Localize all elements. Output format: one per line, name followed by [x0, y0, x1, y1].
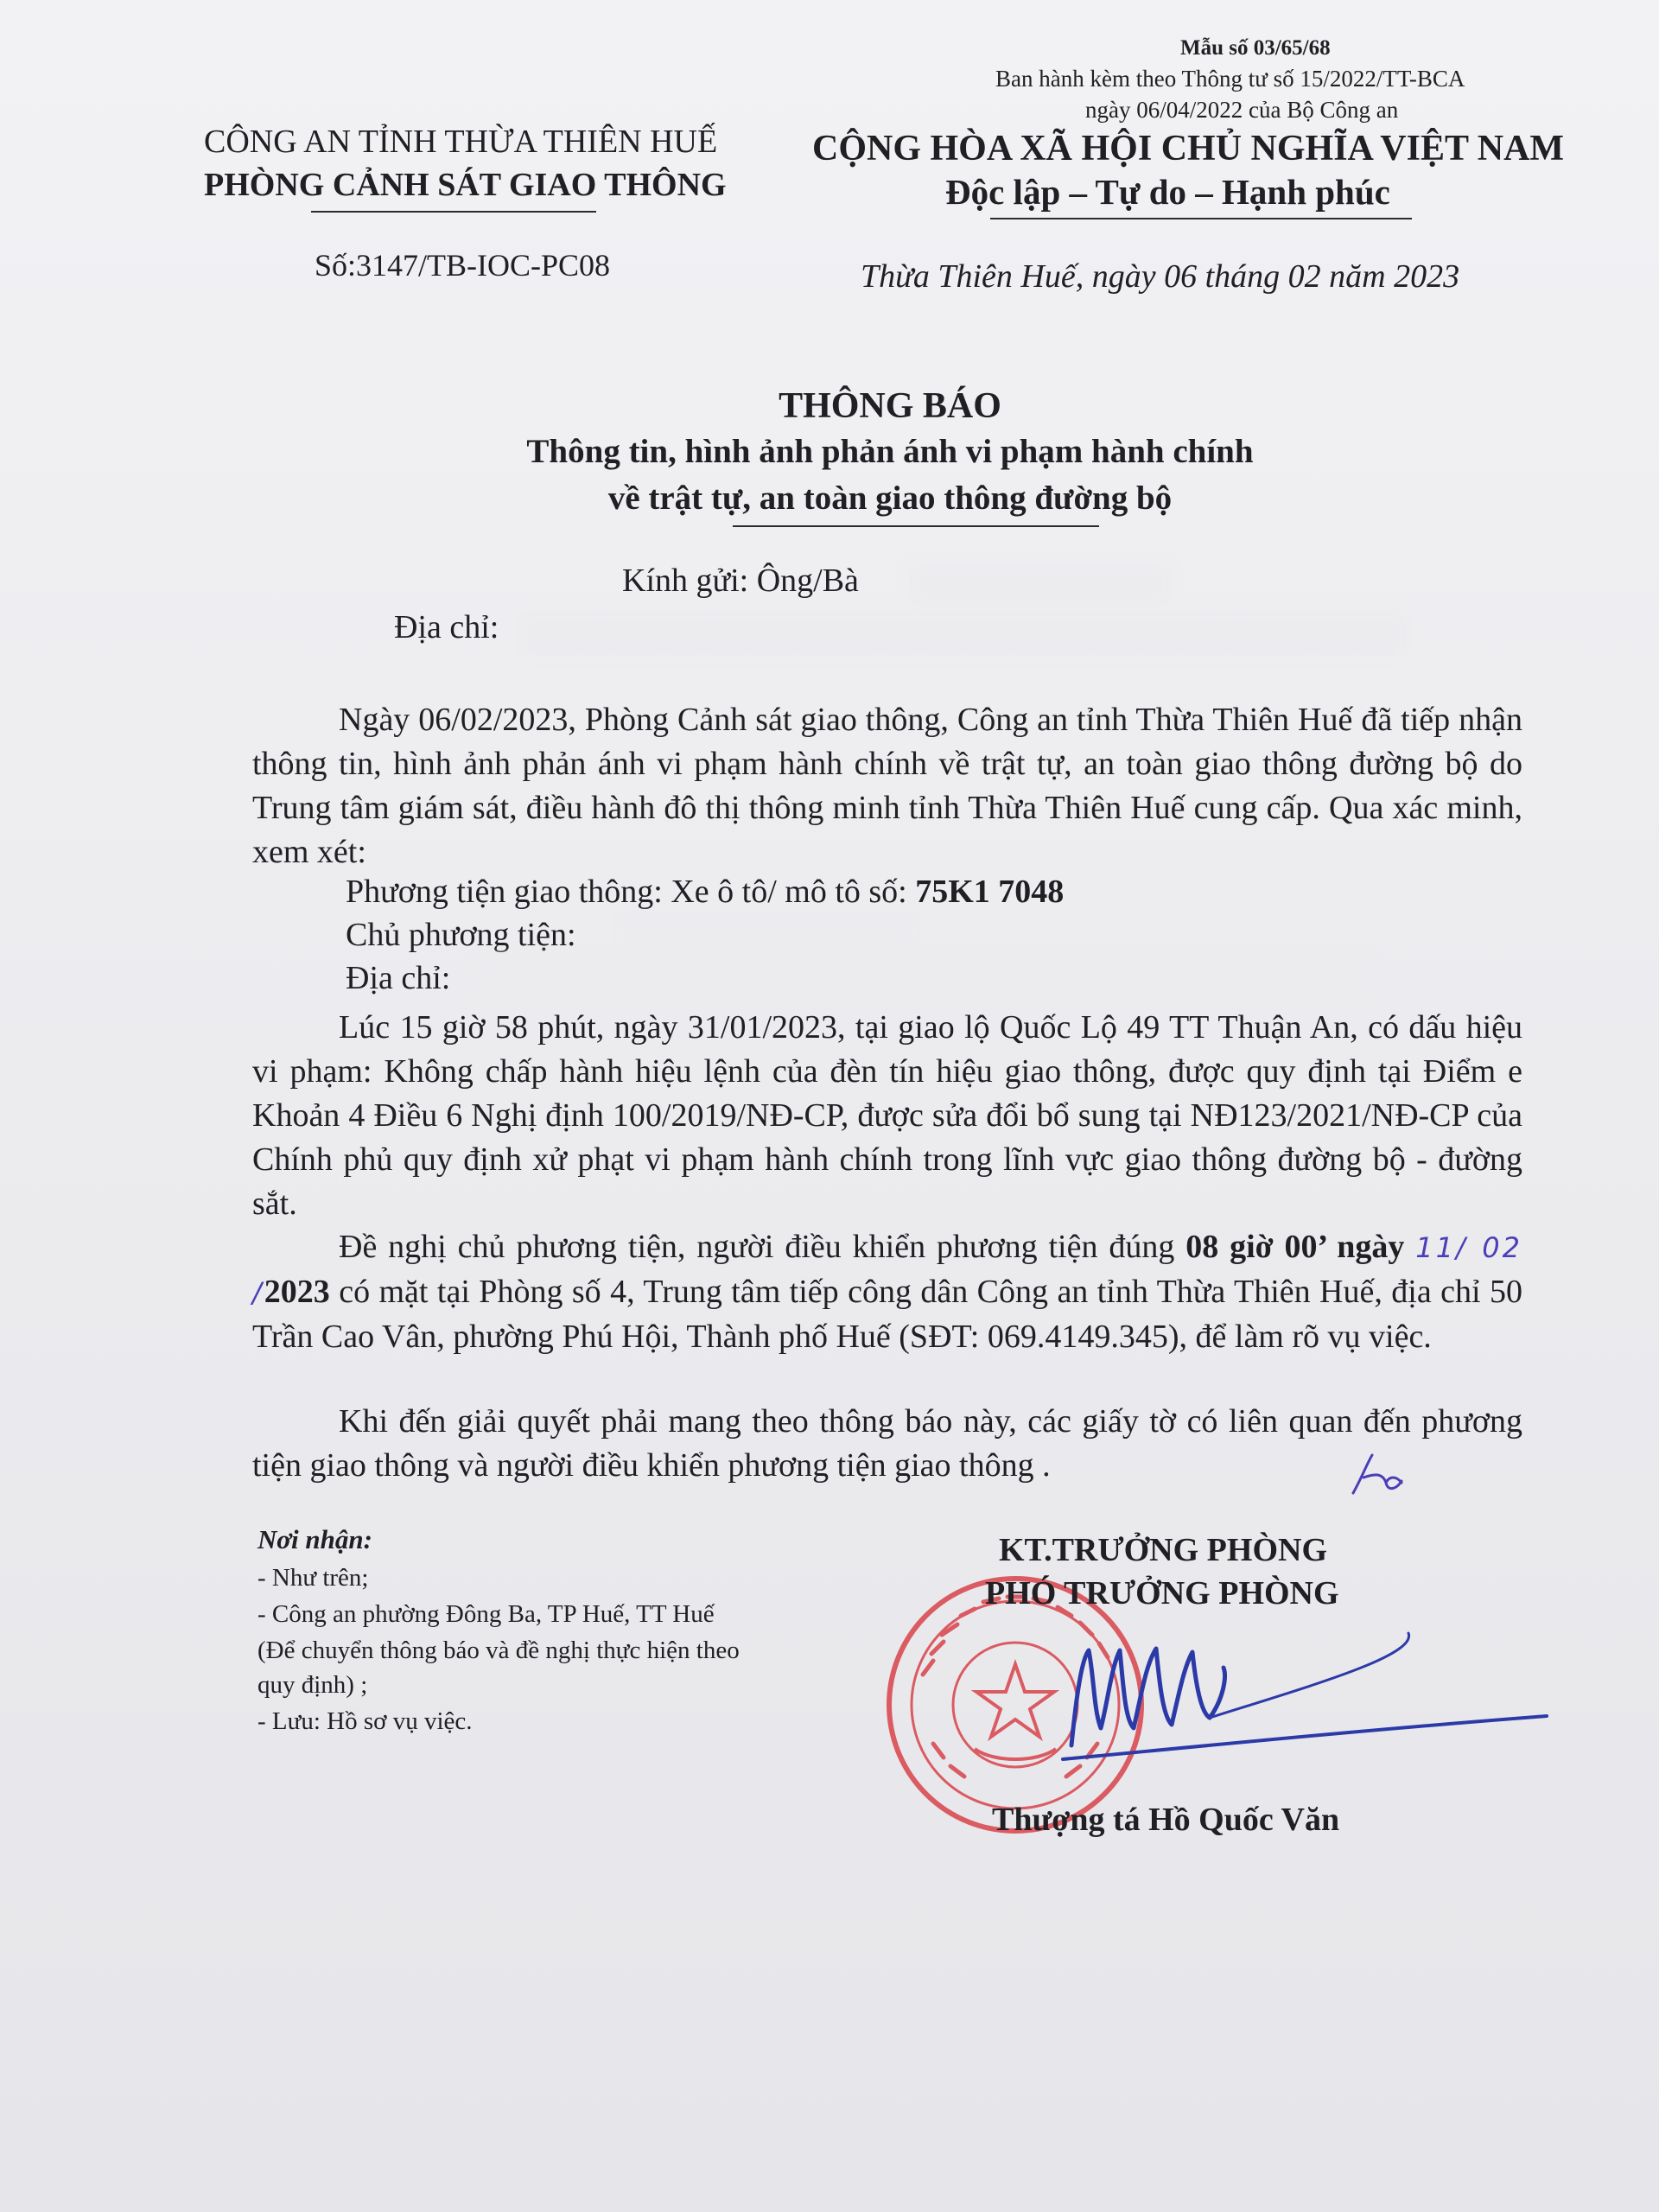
recipients-title: Nơi nhận: — [257, 1524, 372, 1554]
recipient-list-item: - Lưu: Hồ sơ vụ việc. — [257, 1707, 473, 1735]
body-paragraph-4: Khi đến giải quyết phải mang theo thông báo này, các giấy tờ có liên quan đến phương tiện giao thông và người điều khiển phương tiện giao thông . — [252, 1403, 1522, 1484]
handwritten-appointment-date: 11/ 02 / — [252, 1231, 1522, 1309]
recipient-list-item: - Công an phường Đông Ba, TP Huế, TT Huế — [257, 1600, 715, 1628]
vehicle-label: Phương tiện giao thông: Xe ô tô/ mô tô số: — [346, 874, 916, 910]
header-right-underline — [990, 218, 1412, 219]
appointment-year: 2023 — [264, 1274, 330, 1310]
form-issued-date: ngày 06/04/2022 của Bộ Công an — [1085, 97, 1399, 123]
body-paragraph-2: Lúc 15 giờ 58 phút, ngày 31/01/2023, tại giao lộ Quốc Lộ 49 TT Thuận An, có dấu hiệu vi phạm: Không chấp hành hiệu lệnh của đèn tín hiệu giao thông, được quy định tại Điểm e Khoản 4 Điều 6 Nghị định 100/2019/NĐ-CP, được sửa đổi bổ sung tại NĐ123/2021/NĐ-CP của Chính phủ quy định xử phạt vi phạm hành chính trong lĩnh vực giao thông đường bộ - đường sắt. — [252, 1009, 1522, 1222]
recipient-greeting: Kính gửi: Ông/Bà — [622, 563, 859, 599]
license-plate: 75K1 7048 — [915, 874, 1065, 910]
body-paragraph-3 — [252, 1225, 1522, 1359]
place-and-date: Thừa Thiên Huế, ngày 06 tháng 02 năm 2023 — [861, 258, 1460, 295]
signer-authority: KT.TRƯỞNG PHÒNG — [999, 1532, 1327, 1568]
document-number: Số:3147/TB-IOC-PC08 — [315, 248, 611, 283]
redacted-recipient-address — [518, 610, 1408, 657]
owner-address-label: Địa chỉ: — [346, 960, 451, 996]
form-number: Mẫu số 03/65/68 — [1180, 36, 1331, 60]
handwritten-signature — [1054, 1616, 1555, 1771]
parent-organization: CÔNG AN TỈNH THỪA THIÊN HUẾ — [204, 124, 718, 160]
redacted-recipient-name — [907, 563, 1172, 603]
signer-name: Thượng tá Hồ Quốc Văn — [992, 1802, 1340, 1838]
recipient-list-item: - Như trên; — [257, 1564, 369, 1592]
appointment-intro: Đề nghị chủ phương tiện, người điều khiển phương tiện đúng — [339, 1229, 1186, 1265]
recipient-address-label: Địa chỉ: — [394, 609, 499, 645]
appointment-details: có mặt tại Phòng số 4, Trung tâm tiếp công dân Công an tỉnh Thừa Thiên Huế, địa chỉ 50 Trần Cao Vân, phường Phú Hội, Thành phố Huế (SĐT: 069.4149.345), để làm rõ vụ việc. — [252, 1274, 1522, 1355]
national-motto: Độc lập – Tự do – Hạnh phúc — [945, 172, 1390, 212]
handwritten-initials-mark — [1348, 1452, 1408, 1498]
recipient-list-item: (Để chuyển thông báo và đề nghị thực hiện theo — [257, 1637, 740, 1664]
document-subtitle-line1: Thông tin, hình ảnh phản ánh vi phạm hành chính — [526, 433, 1254, 470]
signer-title: PHÓ TRƯỞNG PHÒNG — [985, 1575, 1339, 1611]
document-title: THÔNG BÁO — [779, 386, 1001, 426]
vehicle-line — [346, 873, 1064, 911]
form-issued-by: Ban hành kèm theo Thông tư số 15/2022/TT-BCA — [995, 66, 1465, 92]
redacted-owner-address — [477, 956, 1376, 1001]
owner-label: Chủ phương tiện: — [346, 917, 576, 953]
appointment-time: 08 giờ 00’ ngày — [1185, 1229, 1416, 1265]
header-left-underline — [311, 211, 596, 213]
recipient-list-item: quy định) ; — [257, 1671, 368, 1699]
title-underline — [733, 525, 1099, 527]
body-paragraph-1: Ngày 06/02/2023, Phòng Cảnh sát giao thông, Công an tỉnh Thừa Thiên Huế đã tiếp nhận thông tin, hình ảnh phản ánh vi phạm hành chính về trật tự, an toàn giao thông đường bộ do Trung tâm giám sát, điều hành đô thị thông minh tỉnh Thừa Thiên Huế cung cấp. Qua xác minh, xem xét: — [252, 702, 1522, 870]
national-title: CỘNG HÒA XÃ HỘI CHỦ NGHĨA VIỆT NAM — [812, 129, 1565, 168]
redacted-owner-name — [624, 916, 909, 956]
issuing-unit: PHÒNG CẢNH SÁT GIAO THÔNG — [204, 167, 727, 203]
document-subtitle-line2: về trật tự, an toàn giao thông đường bộ — [607, 480, 1173, 517]
